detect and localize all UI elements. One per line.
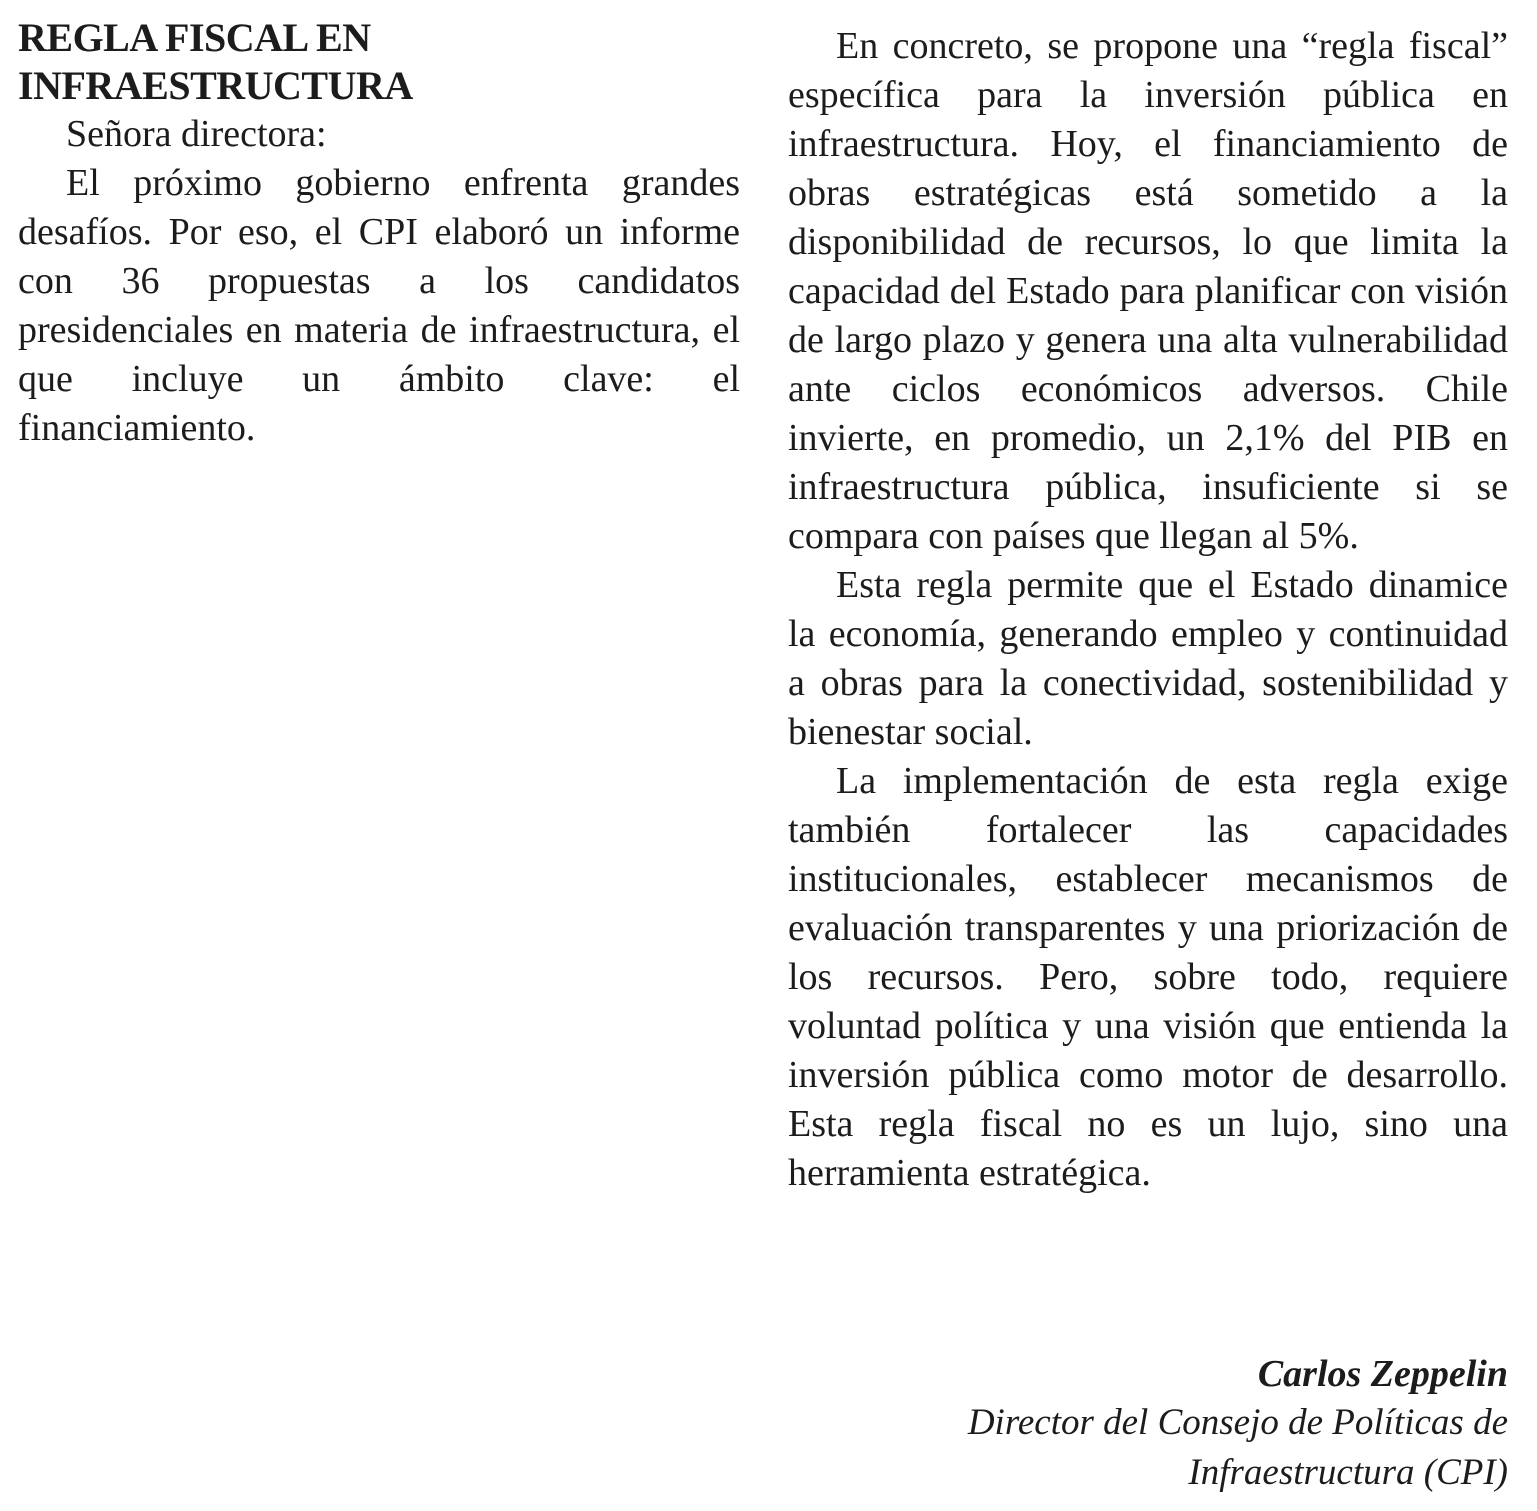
headline-line-1: REGLA FISCAL EN — [18, 15, 371, 60]
paragraph-intro: El próximo gobierno enfrenta grandes desafíos. Por eso, el CPI elaboró un informe con 36 propuestas a los candidatos presidenciales en materia de infraestructura, el que incluye un ámbito clave: el financiamiento. — [18, 162, 740, 449]
letter-headline — [18, 14, 740, 110]
left-body — [18, 110, 740, 453]
signature-title-line-2: Infraestructura (CPI) — [1188, 1452, 1508, 1493]
paragraph-implementation: La implementación de esta regla exige también fortalecer las capacidades institucionales, establecer mecanismos de evaluación transparentes y una priorización de los recursos. Pero, sobre todo, requiere voluntad política y una visión que entienda la inversión pública como motor de desarrollo. Esta regla fiscal no es un lujo, sino una herramienta estratégica. — [788, 760, 1508, 1194]
paragraph-economy: Esta regla permite que el Estado dinamice la economía, generando empleo y continuidad a obras para la conectividad, sostenibilidad y bienestar social. — [788, 564, 1508, 753]
signature-name: Carlos Zeppelin — [1257, 1353, 1508, 1395]
left-column — [18, 14, 740, 453]
signature-title-line-1: Director del Consejo de Políticas de — [967, 1402, 1508, 1443]
letter-signature — [788, 1350, 1508, 1498]
right-column — [788, 22, 1508, 1198]
letter-greeting: Señora directora: — [66, 113, 327, 155]
headline-line-2: INFRAESTRUCTURA — [18, 63, 413, 108]
paragraph-fiscal-rule: En concreto, se propone una “regla fiscal” específica para la inversión pública en infraestructura. Hoy, el financiamiento de obras estratégicas está sometido a la disponibilidad de recursos, lo que limita la capacidad del Estado para planificar con visión de largo plazo y genera una alta vulnerabilidad ante ciclos económicos adversos. Chile invierte, en promedio, un 2,1% del PIB en infraestructura pública, insuficiente si se compara con países que llegan al 5%. — [788, 25, 1508, 557]
